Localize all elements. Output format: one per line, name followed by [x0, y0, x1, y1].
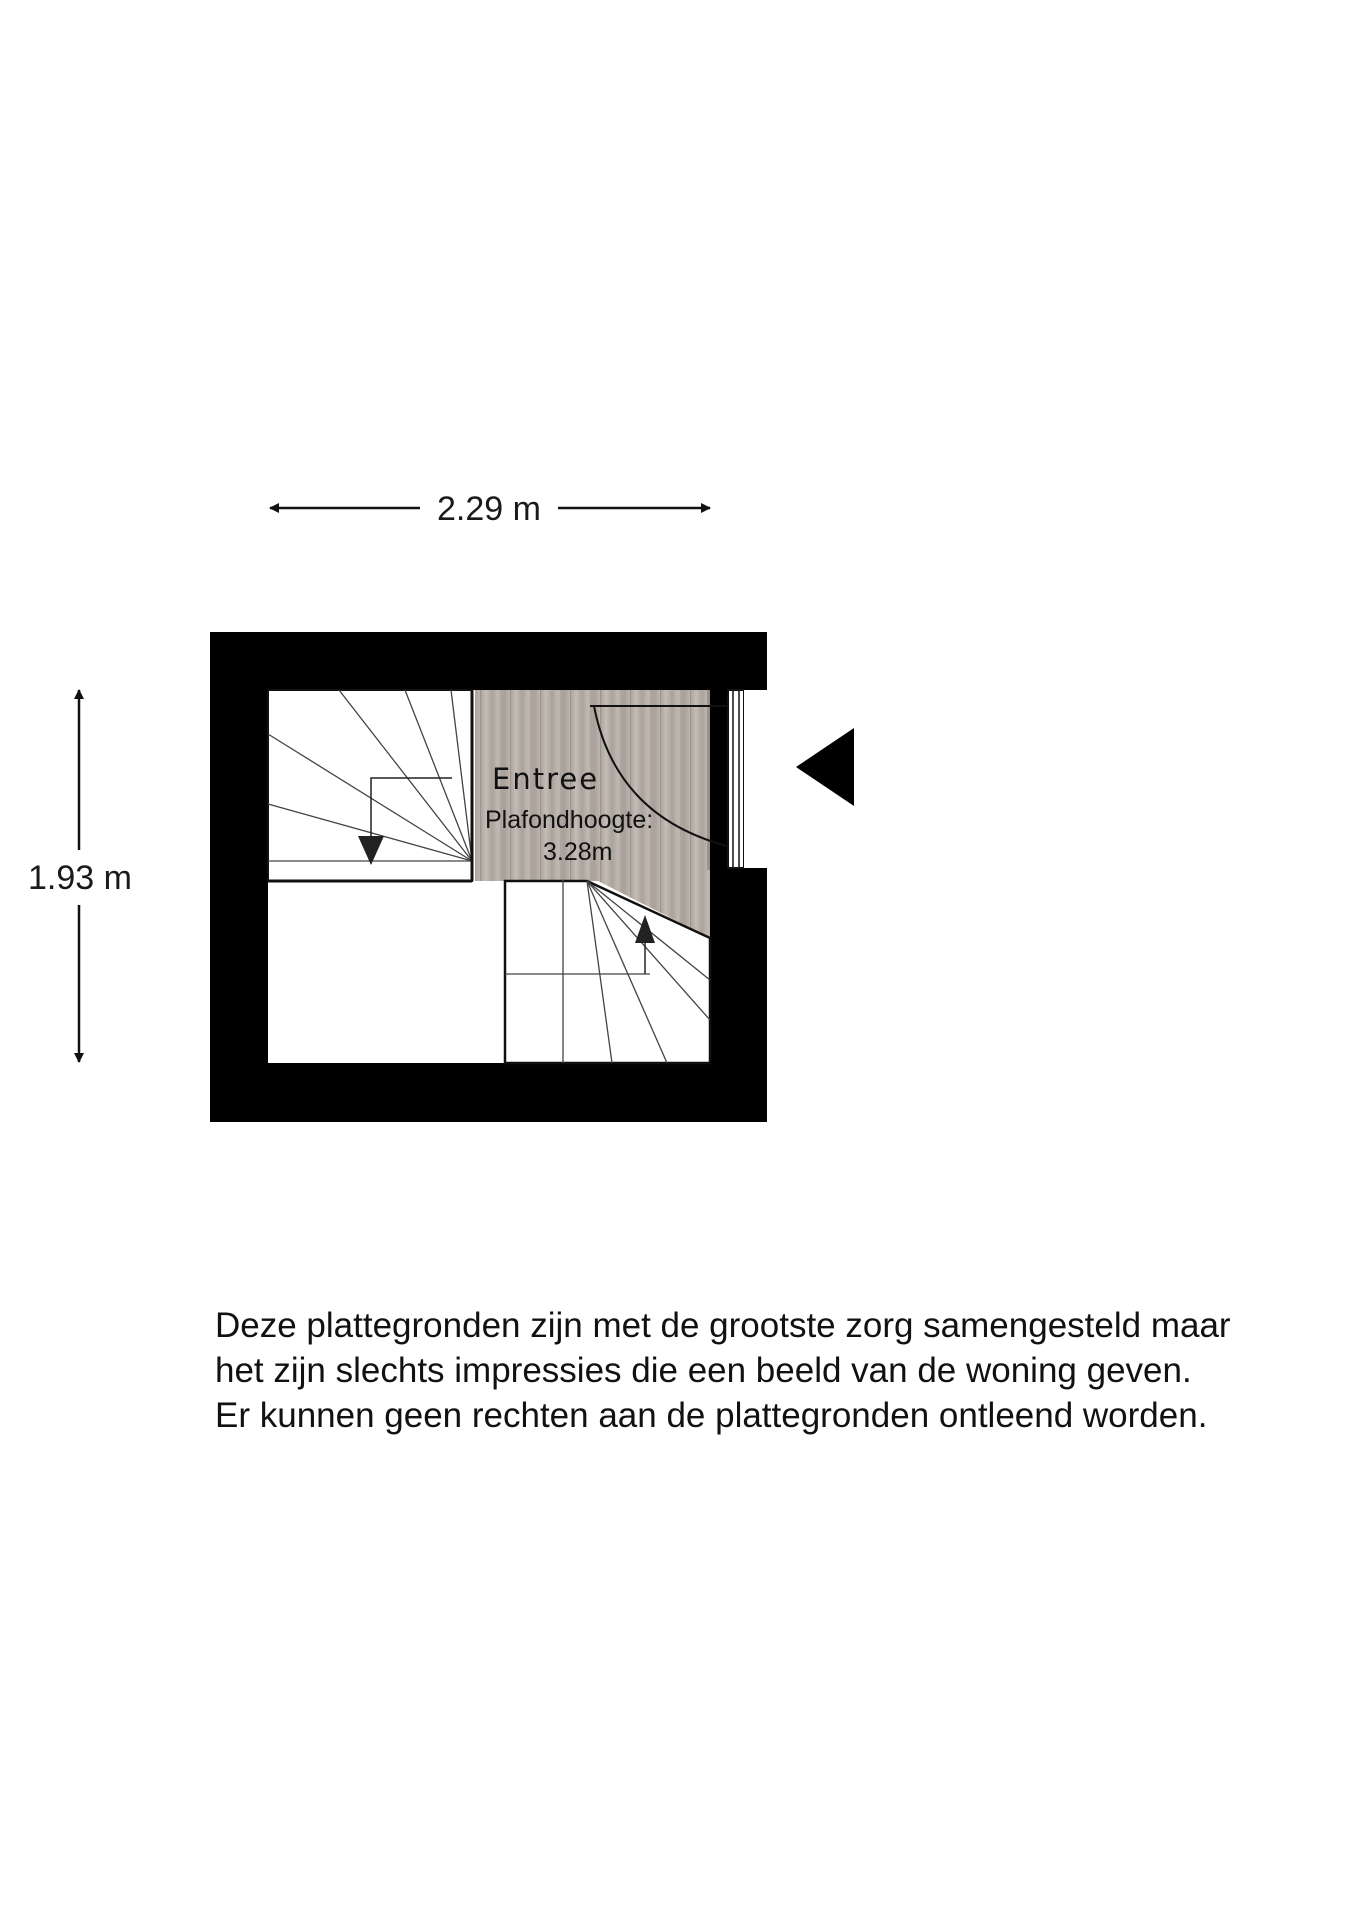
- width-label: 2.29 m: [437, 490, 541, 528]
- disclaimer-line-2: het zijn slechts impressies die een beeld van de woning geven.: [215, 1351, 1192, 1390]
- ceiling-label: Plafondhoogte:: [485, 806, 654, 834]
- entrance-arrow-icon: [796, 728, 854, 806]
- height-dimension: [28, 690, 132, 1062]
- entree-floor-strip: [707, 690, 710, 870]
- height-label: 1.93 m: [28, 859, 132, 897]
- width-dimension: [270, 490, 710, 528]
- ceiling-value: 3.28m: [543, 838, 613, 866]
- disclaimer-line-1: Deze plattegronden zijn met de grootste zorg samengesteld maar: [215, 1306, 1231, 1345]
- room-name: Entree: [492, 762, 600, 796]
- disclaimer: [215, 1303, 1335, 1438]
- disclaimer-line-3: Er kunnen geen rechten aan de plattegronden ontleend worden.: [215, 1396, 1208, 1435]
- right-wall-segment: [710, 868, 767, 1063]
